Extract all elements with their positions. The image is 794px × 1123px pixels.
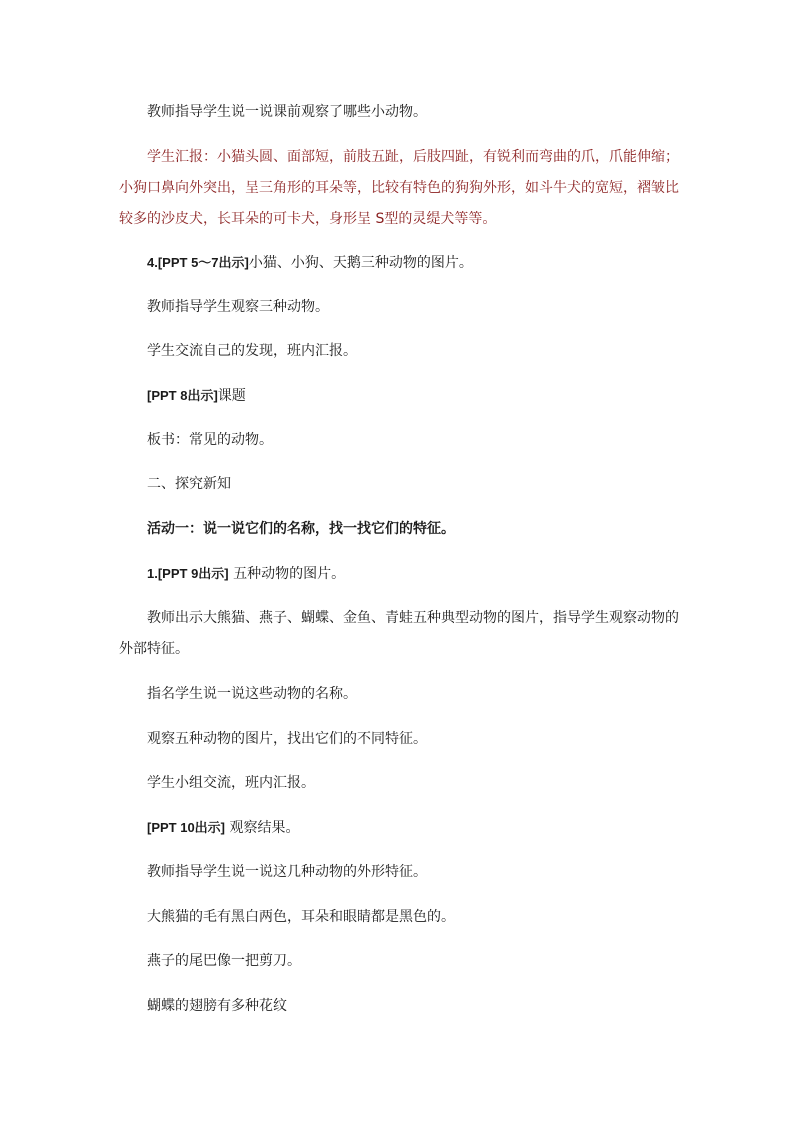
ppt-tag: [PPT 8出示] (147, 388, 218, 403)
paragraph-text: 课题 (217, 388, 246, 404)
paragraph-17: 大熊猫的毛有黑白两色，耳朵和眼睛都是黑色的。 (147, 909, 455, 925)
paragraph-12: 指名学生说一说这些动物的名称。 (147, 686, 357, 702)
paragraph-7: 板书：常见的动物。 (147, 432, 273, 448)
item-number: 4. (147, 255, 158, 270)
ppt-tag: [PPT 10出示] (147, 820, 226, 835)
paragraph-16: 教师指导学生说一说这几种动物的外形特征。 (147, 864, 427, 880)
paragraph-14: 学生小组交流，班内汇报。 (147, 775, 315, 791)
paragraph-10 (147, 564, 345, 584)
paragraph-3 (147, 253, 473, 273)
paragraph-1: 教师指导学生说一说课前观察了哪些小动物。 (147, 104, 427, 120)
ppt-tag: [PPT 9出示] (157, 566, 229, 581)
paragraph-5: 学生交流自己的发现，班内汇报。 (147, 343, 357, 359)
paragraph-2-line-3: 较多的沙皮犬，长耳朵的可卡犬，身形呈 S型的灵缇犬等等。 (119, 211, 497, 227)
paragraph-19: 蝴蝶的翅膀有多种花纹 (147, 998, 287, 1014)
activity-heading: 活动一：说一说它们的名称，找一找它们的特征。 (147, 521, 455, 537)
paragraph-text: 观察结果。 (225, 820, 300, 836)
paragraph-13: 观察五种动物的图片，找出它们的不同特征。 (147, 731, 427, 747)
paragraph-2-line-1: 学生汇报：小猫头圆、面部短，前肢五趾，后肢四趾，有锐利而弯曲的爪，爪能伸缩； (147, 149, 679, 165)
paragraph-2-line-2: 小狗口鼻向外突出，呈三角形的耳朵等，比较有特色的狗狗外形，如斗牛犬的宽短，褶皱比 (119, 180, 679, 196)
paragraph-11-line-1: 教师出示大熊猫、燕子、蝴蝶、金鱼、青蛙五种典型动物的图片，指导学生观察动物的 (147, 610, 679, 626)
paragraph-4: 教师指导学生观察三种动物。 (147, 299, 329, 315)
section-heading: 二、探究新知 (147, 476, 231, 492)
paragraph-text: 五种动物的图片。 (228, 566, 346, 582)
paragraph-11-line-2: 外部特征。 (119, 641, 189, 657)
paragraph-6 (147, 386, 246, 406)
paragraph-18: 燕子的尾巴像一把剪刀。 (147, 953, 301, 969)
item-number: 1. (147, 566, 158, 581)
paragraph-15 (147, 818, 299, 838)
ppt-tag: [PPT 5～7出示] (157, 255, 249, 270)
paragraph-text: 小猫、小狗、天鹅三种动物的图片。 (248, 255, 473, 271)
